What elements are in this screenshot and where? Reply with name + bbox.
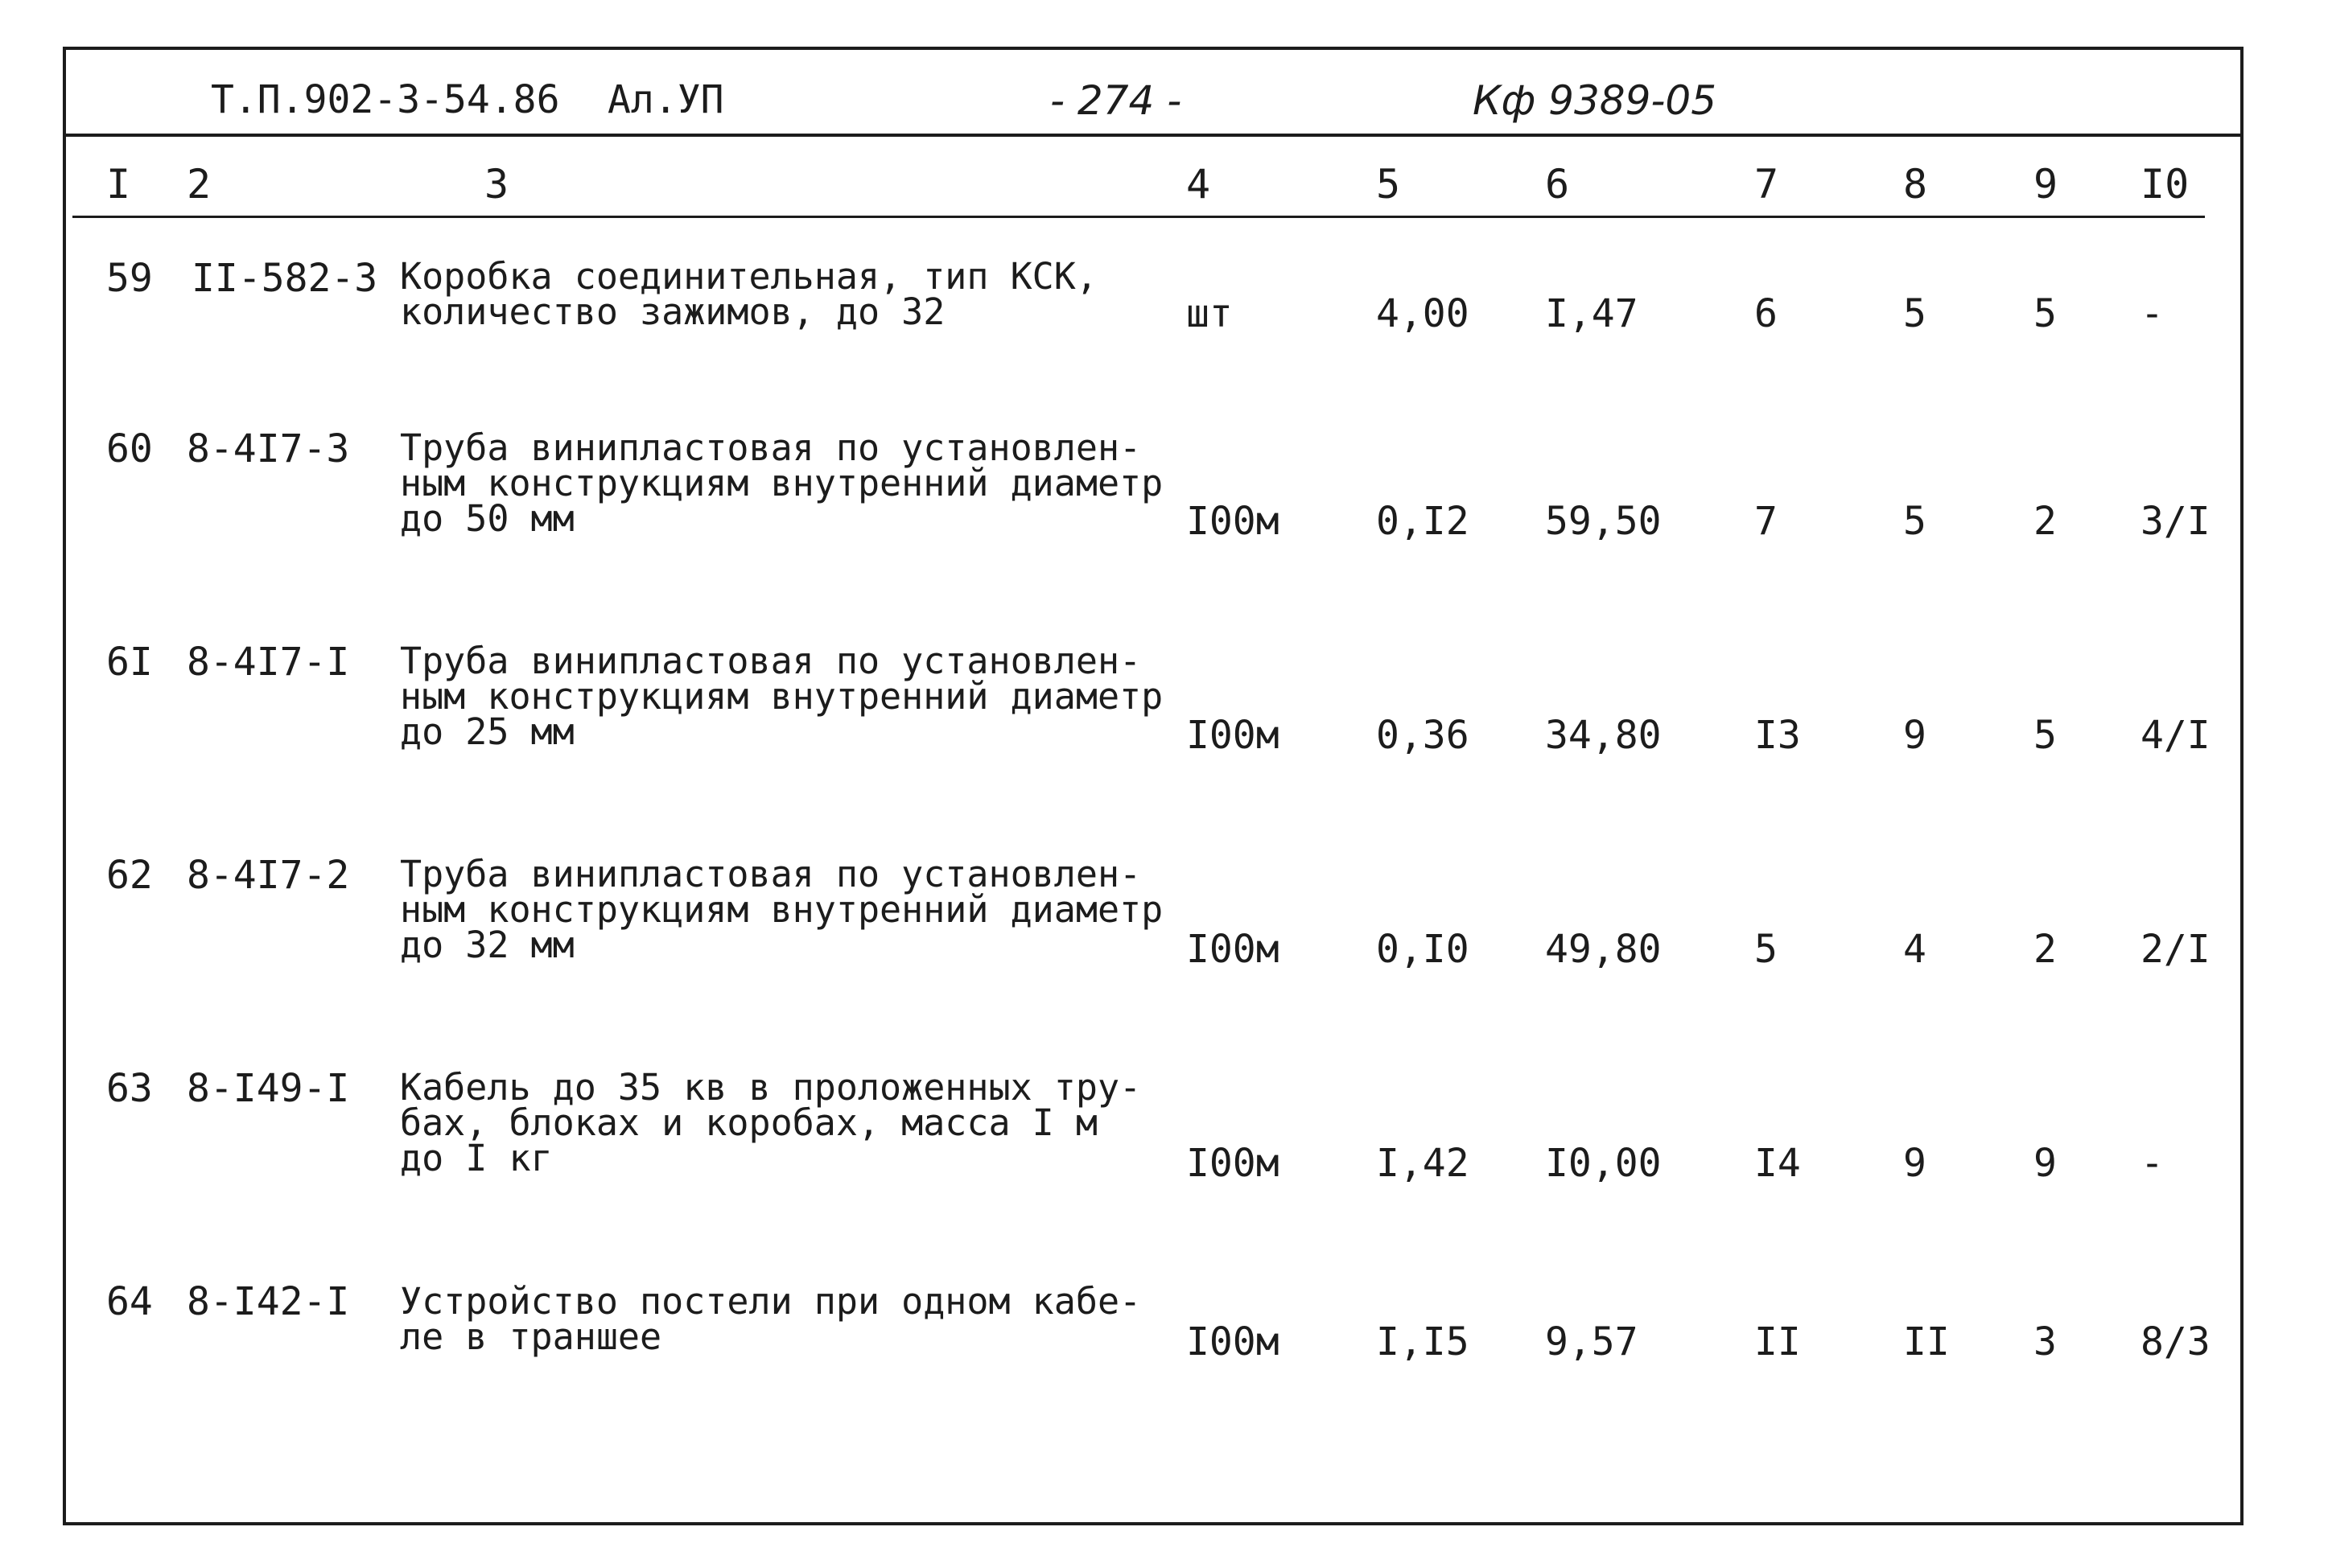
work-description: Труба винипластовая по установлен- ным конструкциям внутренний диаметр до 50 мм: [400, 426, 1164, 540]
column-8-value: II: [1903, 1319, 1950, 1364]
column-number: 7: [1754, 161, 1779, 208]
column-10-value: 8/3: [2141, 1319, 2211, 1364]
column-7-value: I4: [1754, 1141, 1801, 1186]
quantity: 0,I0: [1376, 927, 1469, 972]
column-9-value: 5: [2033, 291, 2057, 336]
column-6-value: I0,00: [1545, 1141, 1662, 1186]
column-10-value: 3/I: [2141, 499, 2211, 544]
column-number: I0: [2141, 161, 2190, 208]
column-6-value: 34,80: [1545, 713, 1662, 758]
column-8-value: 9: [1903, 713, 1926, 758]
work-description: Кабель до 35 кв в проложенных тру- бах, блоках и коробах, масса I м до I кг: [400, 1066, 1142, 1179]
column-number: 2: [187, 161, 212, 208]
document-ref: Кф 9389-05: [1473, 77, 1717, 124]
column-7-value: I3: [1754, 713, 1801, 758]
column-10-value: 2/I: [2141, 927, 2211, 972]
unit: I00м: [1186, 1319, 1279, 1364]
quantity: 0,36: [1376, 713, 1469, 758]
unit: I00м: [1186, 927, 1279, 972]
column-number: 5: [1376, 161, 1401, 208]
column-10-value: -: [2141, 291, 2164, 336]
norm-code: 8-I49-I: [187, 1066, 350, 1111]
column-number: I: [106, 161, 131, 208]
quantity: I,I5: [1376, 1319, 1469, 1364]
norm-code: 8-4I7-2: [187, 853, 350, 898]
unit: I00м: [1186, 713, 1279, 758]
quantity: 4,00: [1376, 291, 1469, 336]
column-numbers-rule: [72, 216, 2205, 218]
row-number: 64: [106, 1279, 153, 1324]
page-frame: [63, 47, 2244, 1525]
work-description: Устройство постели при одном кабе- ле в траншее: [400, 1280, 1142, 1358]
column-6-value: I,47: [1545, 291, 1638, 336]
column-9-value: 2: [2033, 499, 2057, 544]
column-7-value: 7: [1754, 499, 1778, 544]
header-rule: [66, 134, 2240, 137]
column-10-value: 4/I: [2141, 713, 2211, 758]
quantity: 0,I2: [1376, 499, 1469, 544]
work-description: Труба винипластовая по установлен- ным конструкциям внутренний диаметр до 32 мм: [400, 853, 1164, 966]
norm-code: 8-I42-I: [187, 1279, 350, 1324]
column-9-value: 5: [2033, 713, 2057, 758]
column-8-value: 9: [1903, 1141, 1926, 1186]
norm-code: II-582-3: [192, 256, 378, 301]
column-9-value: 9: [2033, 1141, 2057, 1186]
column-10-value: -: [2141, 1141, 2164, 1186]
column-7-value: 6: [1754, 291, 1778, 336]
column-7-value: 5: [1754, 927, 1778, 972]
norm-code: 8-4I7-I: [187, 640, 350, 685]
row-number: 59: [106, 256, 153, 301]
column-9-value: 2: [2033, 927, 2057, 972]
row-number: 62: [106, 853, 153, 898]
unit: шт: [1186, 291, 1233, 336]
column-9-value: 3: [2033, 1319, 2057, 1364]
unit: I00м: [1186, 499, 1279, 544]
album-number: Ал.УП: [608, 77, 724, 122]
column-6-value: 49,80: [1545, 927, 1662, 972]
column-number: 9: [2033, 161, 2058, 208]
work-description: Коробка соединительная, тип КСК, количество зажимов, до 32: [400, 255, 1098, 333]
column-number: 3: [484, 161, 509, 208]
project-code: Т.П.902-3-54.86: [211, 77, 560, 122]
work-description: Труба винипластовая по установлен- ным конструкциям внутренний диаметр до 25 мм: [400, 640, 1164, 753]
column-8-value: 5: [1903, 291, 1926, 336]
quantity: I,42: [1376, 1141, 1469, 1186]
column-8-value: 5: [1903, 499, 1926, 544]
row-number: 60: [106, 426, 153, 471]
column-6-value: 59,50: [1545, 499, 1662, 544]
column-7-value: II: [1754, 1319, 1801, 1364]
column-6-value: 9,57: [1545, 1319, 1638, 1364]
norm-code: 8-4I7-3: [187, 426, 350, 471]
row-number: 6I: [106, 640, 153, 685]
page-number: - 274 -: [1050, 77, 1182, 124]
row-number: 63: [106, 1066, 153, 1111]
column-number: 8: [1903, 161, 1928, 208]
column-8-value: 4: [1903, 927, 1926, 972]
column-number: 6: [1545, 161, 1570, 208]
unit: I00м: [1186, 1141, 1279, 1186]
column-number: 4: [1186, 161, 1211, 208]
